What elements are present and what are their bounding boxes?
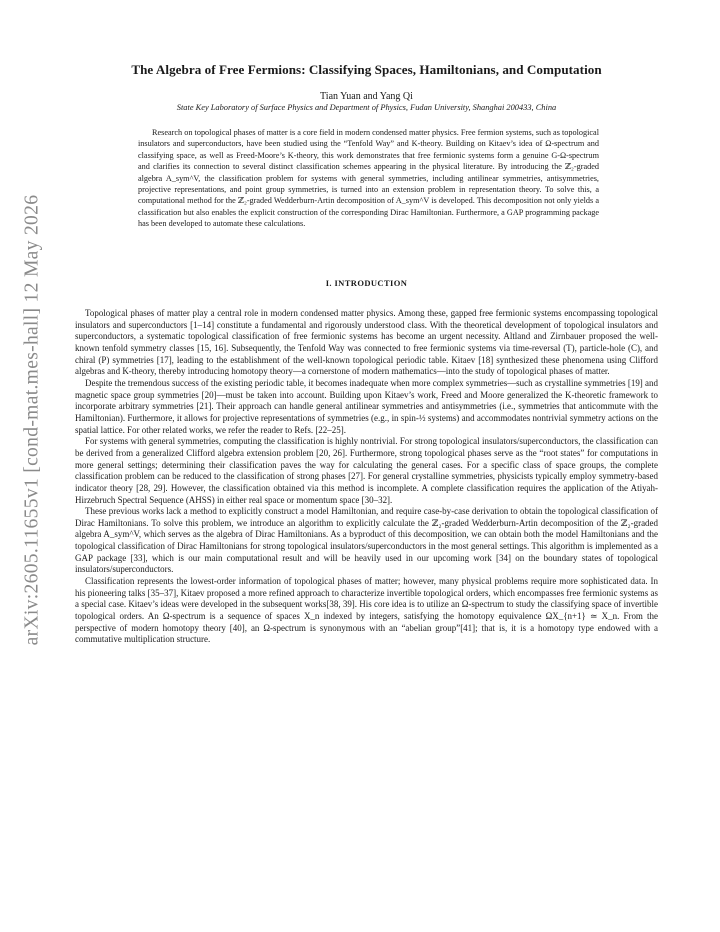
body-paragraph: For systems with general symmetries, computing the classification is highly nontrivial. For strong topological insulators/superconductors, the classification can be derived from a generalized Clifford algebra extension problem [20, 26]. Furthermore, strong topological phases serve as the “root states” for computations in more general settings; determining their classification paves the way for calculating the general cases. For a specific class of space groups, the complete classification problem can be reduced to the classification of strong phases [27]. For general crystalline symmetries, physicists typically employ symmetry-based indicator theory [28, 29]. However, the classification obtained via this method is incomplete. A complete classification requires the application of the Atiyah-Hirzebruch Spectral Sequence (AHSS) in either real space or momentum space [30–32].: [75, 436, 658, 505]
body-paragraph: Classification represents the lowest-order information of topological phases of matter; however, many physical problems require more sophisticated data. In his pioneering talks [35–37], Kitaev proposed a more refined approach to characterize invertible topological orders, which encompasses free fermionic systems as a special case. Kitaev’s ideas were developed in the subsequent works[38, 39]. His core idea is to utilize an Ω-spectrum to study the classifying space of invertible topological orders. An Ω-spectrum is a sequence of spaces X_n indexed by integers, satisfying the homotopy equivalence ΩX_{n+1} ≃ X_n. From the perspective of modern homotopy theory [40], an Ω-spectrum is synonymous with an “abelian group”[41]; that is, it is a homotopy type endowed with a commutative multiplication structure.: [75, 576, 658, 645]
body-paragraph: Topological phases of matter play a central role in modern condensed matter physics. Among these, gapped free fermionic systems encompassing topological insulators and superconductors [1–14] constitute a fundamental and rigorously understood class. With the theoretical development of topological insulators and superconductors, a systematic topological classification of free fermionic systems has become an urgent necessity. Altland and Zirnbauer proposed the well-known tenfold symmetry classes [15, 16]. Subsequently, the Tenfold Way was connected to free fermionic systems via time-reversal (T), particle-hole (C), and chiral (P) symmetries [17], leading to the establishment of the well-known topological periodic table. Kitaev [18] synthesized these phenomena using Clifford algebras and K-theory, thereby introducing homotopy theory—a cornerstone of modern mathematics—into the study of topological phases of matter.: [75, 308, 658, 377]
body-paragraph: Despite the tremendous success of the existing periodic table, it becomes inadequate when more complex symmetries—such as crystalline symmetries [19] and magnetic space group symmetries [20]—must be taken into account. Building upon Kitaev’s work, Freed and Moore generalized the K-theoretic framework to incorporate arbitrary symmetries [21]. Their approach can handle general antilinear symmetries and antisymmetries (i.e., symmetries that anticommute with the Hamiltonian). Furthermore, it allows for projective representations of symmetries (e.g., in spin-½ systems) and accommodates nontrivial symmetry actions on the spatial lattice. For other related works, we refer the reader to Refs. [22–25].: [75, 377, 658, 435]
section-heading-introduction: I. INTRODUCTION: [325, 278, 408, 288]
section-body-introduction: [75, 308, 658, 646]
paper-title: The Algebra of Free Fermions: Classifying Spaces, Hamiltonians, and Computation: [131, 62, 602, 77]
body-paragraph: These previous works lack a method to explicitly construct a model Hamiltonian, and require case-by-case derivation to obtain the topological classification of Dirac Hamiltonians. To solve this problem, we introduce an algorithm to explicitly calculate the ℤ₂-graded Wedderburn-Artin decomposition of the ℤ₂-graded algebra A_sym^V, which serves as the algebra of Dirac Hamiltonians. As a byproduct of this decomposition, we can obtain both the model Hamiltonians and the topological classification of Dirac Hamiltonians for strong topological insulators/superconductors in the most general settings. This algorithm is implemented as a GAP package [33], which is our main computational result and will be heavily used in our upcoming work [34] on the boundary states of topological insulators/superconductors.: [75, 506, 658, 575]
arxiv-identifier: arXiv:2605.11655v1 [cond-mat.mes-hall] 12 May 2026: [21, 194, 43, 646]
paper-authors: Tian Yuan and Yang Qi: [320, 91, 413, 102]
arxiv-identifier-stamp: [10, 185, 54, 655]
paper-affiliation: State Key Laboratory of Surface Physics and Department of Physics, Fudan University, Shanghai 200433, China: [176, 103, 557, 112]
paper-abstract: Research on topological phases of matter is a core field in modern condensed matter physics. Free fermion systems, such as topological insulators and superconductors, have been studied using the “Tenfold Way” and K-theory. Building on Kitaev’s idea of Ω-spectrum and classifying space, as well as Freed-Moore’s K-theory, this work demonstrates that free fermionic systems form a genuine G-Ω-spectrum and clarifies its connection to several distinct classification schemes appearing in the physical literature. By introducing the ℤ₂-graded algebra A_sym^V, the classification problem for systems with general symmetries, including antilinear symmetries, antisymmetries, projective representations, and point group symmetries, is turned into an extension problem in representation theory. To solve this, a computational method for the ℤ₂-graded Wedderburn-Artin decomposition of A_sym^V is developed. This decomposition not only yields a classification but also enables the explicit construction of the corresponding Dirac Hamiltonian. Furthermore, a GAP programming package has been developed to automate these calculations.: [138, 128, 599, 229]
